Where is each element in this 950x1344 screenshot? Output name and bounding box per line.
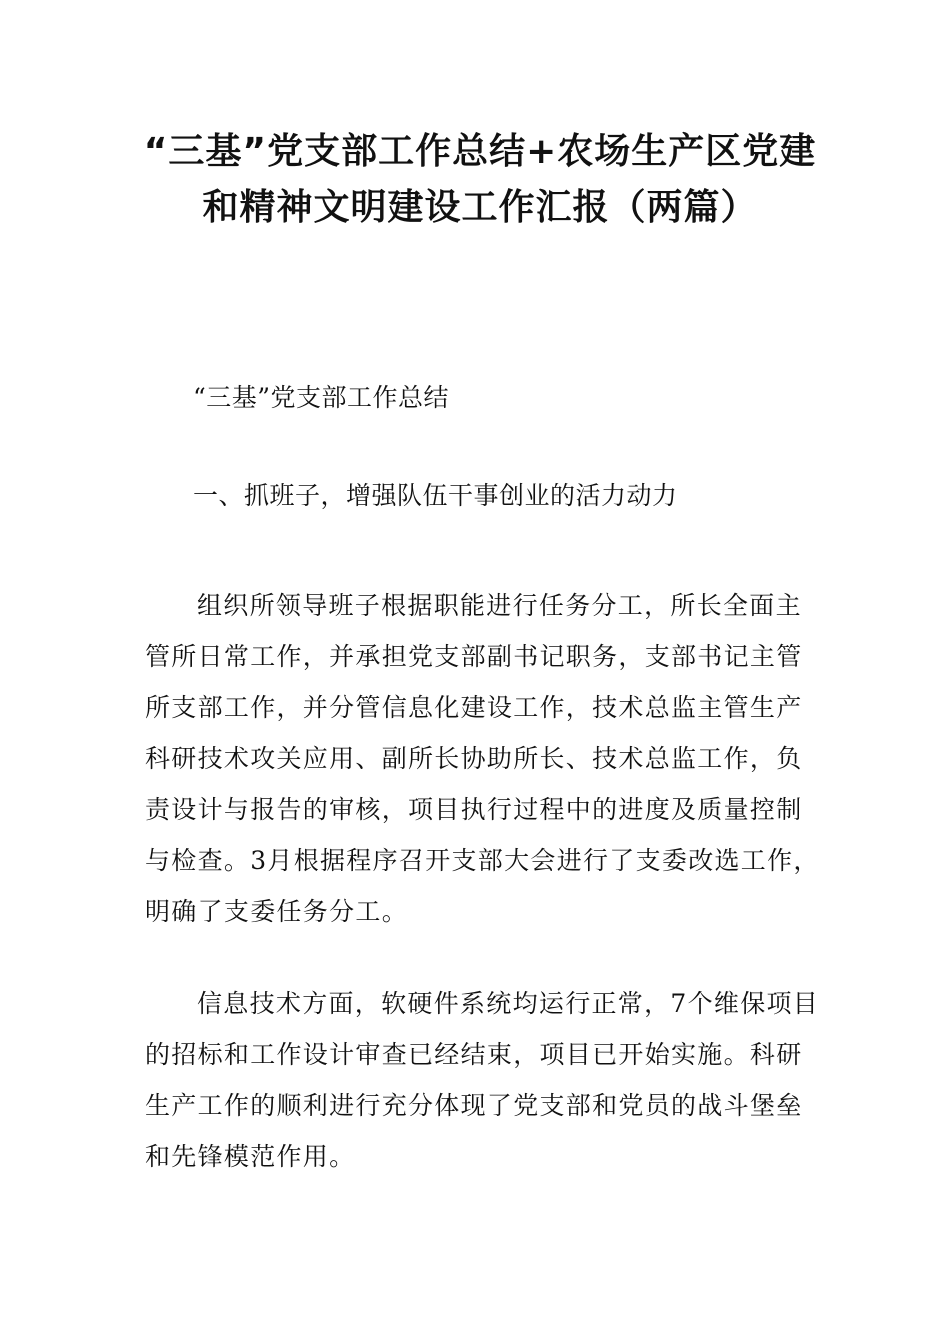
title-line-1: “三基”党支部工作总结+农场生产区党建 [143, 131, 817, 172]
paragraph-line: 科研技术攻关应用、副所长协助所长、技术总监工作，负 [145, 744, 803, 773]
paragraph-line: 组织所领导班子根据职能进行任务分工，所长全面主 [197, 591, 802, 620]
paragraph-line: 的招标和工作设计审查已经结束，项目已开始实施。科研 [145, 1040, 803, 1069]
body-paragraph-1 [145, 580, 820, 937]
paragraph-line: 责设计与报告的审核，项目执行过程中的进度及质量控制 [145, 795, 803, 824]
section-heading: 一、抓班子，增强队伍干事创业的活力动力 [193, 481, 678, 510]
paragraph-line: 管所日常工作，并承担党支部副书记职务，支部书记主管 [145, 642, 803, 671]
paragraph-line: 所支部工作，并分管信息化建设工作，技术总监主管生产 [145, 693, 803, 722]
paragraph-line: 信息技术方面，软硬件系统均运行正常，7个维保项目 [197, 989, 820, 1018]
paragraph-line: 生产工作的顺利进行充分体现了党支部和党员的战斗堡垒 [145, 1091, 803, 1120]
body-paragraph-2 [145, 978, 819, 1182]
section-subtitle: “三基”党支部工作总结 [193, 383, 450, 412]
title-line-2: 和精神文明建设工作汇报（两篇） [202, 187, 758, 228]
document-title [100, 124, 860, 236]
paragraph-line: 和先锋模范作用。 [145, 1142, 356, 1171]
paragraph-line: 与检查。3月根据程序召开支部大会进行了支委改选工作， [145, 846, 820, 875]
paragraph-line: 明确了支委任务分工。 [145, 897, 409, 926]
